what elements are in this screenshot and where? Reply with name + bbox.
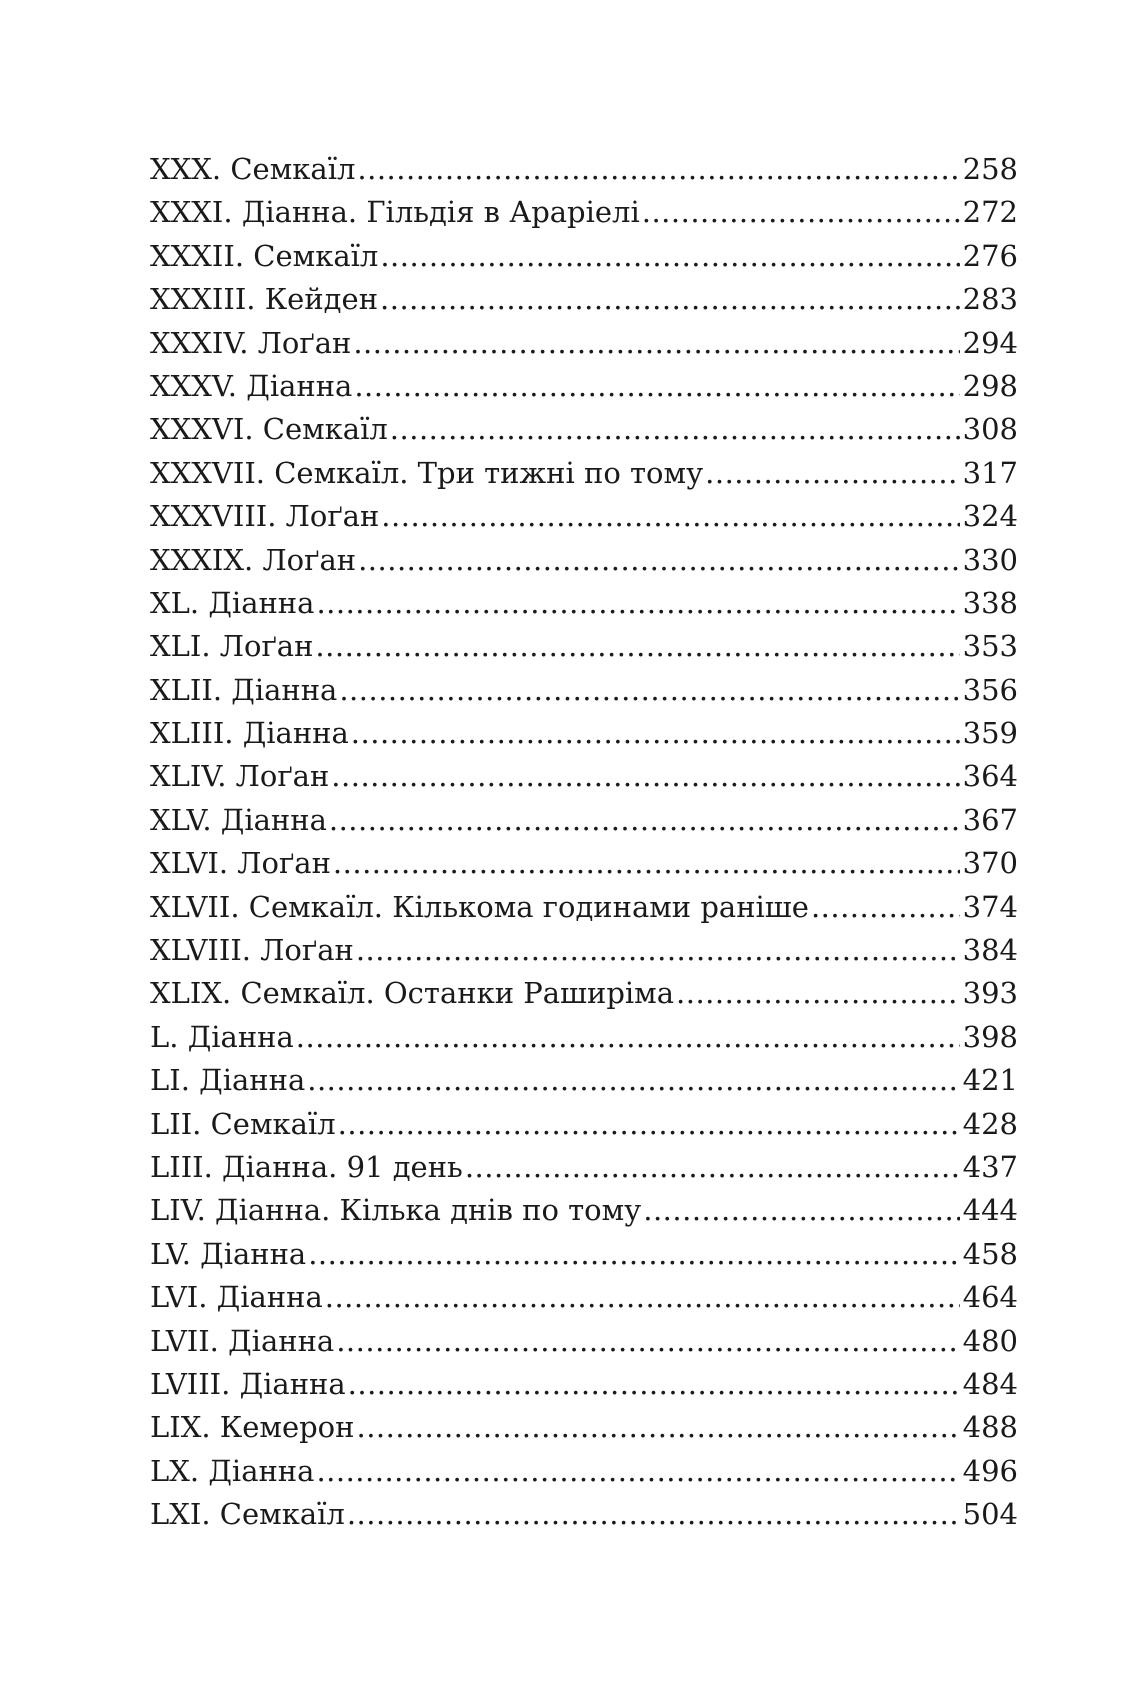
dot-leader — [339, 669, 959, 712]
dot-leader — [354, 365, 959, 408]
toc-entry[interactable] — [150, 1363, 1018, 1406]
toc-entry-title: LIII. Діанна. 91 день — [150, 1149, 463, 1184]
toc-entry[interactable] — [150, 1276, 1018, 1319]
toc-entry-page-number: 330 — [962, 542, 1018, 577]
toc-entry-page-number: 496 — [962, 1453, 1018, 1488]
toc-entry[interactable] — [150, 495, 1018, 538]
dot-leader — [381, 495, 959, 538]
toc-entry[interactable] — [150, 669, 1018, 712]
toc-entry-title: XXXI. Діанна. Гільдія в Араріелі — [150, 195, 640, 230]
toc-entry[interactable] — [150, 148, 1018, 191]
toc-entry-page-number: 294 — [962, 325, 1018, 360]
toc-entry-title: XXXVIII. Лоґан — [150, 499, 380, 534]
toc-entry-page-number: 338 — [962, 585, 1018, 620]
toc-entry-page-number: 393 — [962, 976, 1018, 1011]
toc-entry-page-number: 480 — [962, 1323, 1018, 1358]
dot-leader — [331, 755, 959, 798]
toc-entry[interactable] — [150, 755, 1018, 798]
toc-entry-page-number: 370 — [962, 846, 1018, 881]
toc-entry[interactable] — [150, 929, 1018, 972]
toc-entry[interactable] — [150, 235, 1018, 278]
toc-entry-page-number: 384 — [962, 933, 1018, 968]
toc-entry-page-number: 283 — [962, 282, 1018, 317]
toc-entry-title: LII. Семкаїл — [150, 1106, 336, 1141]
toc-entry-page-number: 317 — [962, 455, 1018, 490]
toc-entry-page-number: 421 — [962, 1063, 1018, 1098]
toc-entry-page-number: 504 — [962, 1497, 1018, 1532]
toc-entry[interactable] — [150, 1059, 1018, 1102]
toc-entry[interactable] — [150, 972, 1018, 1015]
dot-leader — [358, 539, 960, 582]
toc-entry-title: XXX. Семкаїл — [150, 152, 356, 186]
toc-entry[interactable] — [150, 1450, 1018, 1493]
toc-entry[interactable] — [150, 278, 1018, 321]
toc-entry[interactable] — [150, 799, 1018, 842]
toc-entry-title: L. Діанна — [150, 1019, 294, 1054]
toc-entry-title: LVII. Діанна — [150, 1323, 335, 1358]
toc-entry-title: XLVII. Семкаїл. Кількома годинами раніше — [150, 889, 809, 924]
toc-entry-title: LI. Діанна — [150, 1063, 306, 1098]
dot-leader — [308, 1233, 959, 1276]
toc-entry[interactable] — [150, 1189, 1018, 1232]
toc-entry-page-number: 437 — [962, 1149, 1018, 1184]
toc-entry-title: XXXII. Семкаїл — [150, 238, 379, 273]
toc-entry-page-number: 488 — [962, 1410, 1018, 1445]
toc-entry-page-number: 367 — [962, 802, 1018, 837]
dot-leader — [348, 1363, 960, 1406]
toc-entry[interactable] — [150, 322, 1018, 365]
toc-entry-title: XLII. Діанна — [150, 672, 338, 707]
toc-entry[interactable] — [150, 1103, 1018, 1146]
dot-leader — [329, 799, 960, 842]
toc-entry-title: LIX. Кемерон — [150, 1410, 355, 1445]
dot-leader — [333, 842, 960, 885]
toc-entry-page-number: 298 — [962, 368, 1018, 403]
toc-entry-title: XLI. Лоґан — [150, 629, 314, 664]
toc-entry-page-number: 353 — [962, 629, 1018, 664]
dot-leader — [307, 1059, 959, 1102]
toc-entry[interactable] — [150, 886, 1018, 929]
toc-entry-page-number: 444 — [962, 1193, 1018, 1228]
toc-entry-page-number: 484 — [962, 1366, 1018, 1401]
toc-entry[interactable] — [150, 1406, 1018, 1449]
toc-entry-page-number: 308 — [962, 412, 1018, 447]
toc-entry-page-number: 258 — [962, 152, 1018, 186]
toc-entry-title: LVIII. Діанна — [150, 1366, 346, 1401]
toc-entry-page-number: 364 — [962, 759, 1018, 794]
dot-leader — [338, 1103, 960, 1146]
dot-leader — [643, 1189, 959, 1232]
toc-entry-page-number: 458 — [962, 1236, 1018, 1271]
toc-entry-page-number: 276 — [962, 238, 1018, 273]
toc-entry-page-number: 324 — [962, 499, 1018, 534]
toc-entry[interactable] — [150, 842, 1018, 885]
toc-entry[interactable] — [150, 1146, 1018, 1189]
toc-entry-title: XL. Діанна — [150, 585, 315, 620]
toc-entry-page-number: 464 — [962, 1280, 1018, 1315]
toc-entry-title: XXXIX. Лоґан — [150, 542, 357, 577]
toc-entry[interactable] — [150, 582, 1018, 625]
toc-entry-title: XXXIII. Кейден — [150, 282, 379, 317]
toc-entry-title: LIV. Діанна. Кілька днів по тому — [150, 1193, 642, 1228]
toc-entry-title: XLV. Діанна — [150, 802, 327, 837]
toc-entry-title: XXXIV. Лоґан — [150, 325, 352, 360]
toc-entry-page-number: 356 — [962, 672, 1018, 707]
dot-leader — [336, 1320, 959, 1363]
toc-entry[interactable] — [150, 1493, 1018, 1536]
dot-leader — [325, 1276, 960, 1319]
toc-entry[interactable] — [150, 625, 1018, 668]
toc-entry-title: LVI. Діанна — [150, 1280, 323, 1315]
toc-entry-page-number: 374 — [962, 889, 1018, 924]
dot-leader — [356, 1406, 959, 1449]
toc-entry[interactable] — [150, 1233, 1018, 1276]
toc-entry-title: XLIX. Семкаїл. Останки Раширіма — [150, 976, 675, 1011]
toc-entry-title: XLIII. Діанна — [150, 716, 349, 751]
toc-entry-title: XLVI. Лоґан — [150, 846, 331, 881]
dot-leader — [390, 408, 960, 451]
toc-entry[interactable] — [150, 1016, 1018, 1059]
dot-leader — [465, 1146, 960, 1189]
toc-entry[interactable] — [150, 1320, 1018, 1363]
toc-entry-title: LV. Діанна — [150, 1236, 307, 1271]
dot-leader — [316, 1450, 959, 1493]
toc-entry[interactable] — [150, 365, 1018, 408]
dot-leader — [356, 929, 960, 972]
dot-leader — [705, 452, 960, 495]
toc-entry-page-number: 398 — [962, 1019, 1018, 1054]
toc-entry[interactable] — [150, 539, 1018, 582]
toc-entry[interactable] — [150, 191, 1018, 234]
dot-leader — [316, 582, 959, 625]
dot-leader — [296, 1016, 960, 1059]
dot-leader — [357, 148, 959, 191]
toc-entry[interactable] — [150, 712, 1018, 755]
dot-leader — [347, 1493, 960, 1536]
toc-entry-page-number: 428 — [962, 1106, 1018, 1141]
table-of-contents — [150, 148, 1018, 1537]
toc-entry-page-number: 359 — [962, 716, 1018, 751]
toc-entry-page-number: 272 — [962, 195, 1018, 230]
toc-entry[interactable] — [150, 408, 1018, 451]
dot-leader — [353, 322, 959, 365]
toc-entry[interactable] — [150, 452, 1018, 495]
dot-leader — [351, 712, 960, 755]
toc-entry-title: LXI. Семкаїл — [150, 1497, 345, 1532]
dot-leader — [642, 191, 960, 234]
dot-leader — [811, 886, 960, 929]
toc-entry-title: XXXVI. Семкаїл — [150, 412, 388, 447]
dot-leader — [380, 235, 959, 278]
toc-entry-title: XLIV. Лоґан — [150, 759, 330, 794]
toc-entry-title: LX. Діанна — [150, 1453, 315, 1488]
dot-leader — [676, 972, 960, 1015]
toc-entry-title: XXXV. Діанна — [150, 368, 353, 403]
dot-leader — [315, 625, 959, 668]
dot-leader — [380, 278, 960, 321]
toc-entry-title: XLVIII. Лоґан — [150, 933, 354, 968]
toc-entry-title: XXXVII. Семкаїл. Три тижні по тому — [150, 455, 704, 490]
